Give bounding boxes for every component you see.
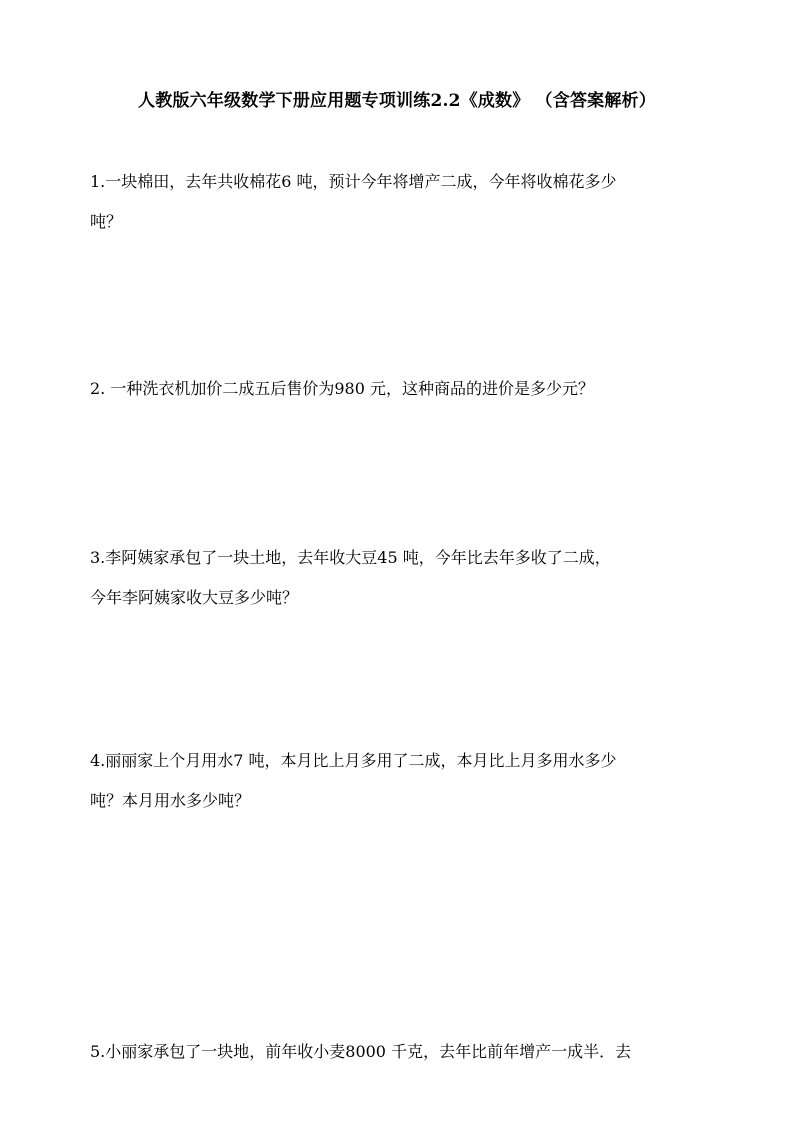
question-2-line-1: 2. 一种洗衣机加价二成五后售价为980 元，这种商品的进价是多少元？ xyxy=(90,379,594,398)
question-4 xyxy=(90,741,710,821)
question-1-line-1: 1.一块棉田，去年共收棉花6 吨，预计今年将增产二成，今年将收棉花多少 xyxy=(90,172,617,191)
question-3-line-1: 3.李阿姨家承包了一块土地，去年收大豆45 吨，今年比去年多收了二成， xyxy=(90,548,611,567)
question-3 xyxy=(90,538,710,618)
question-1 xyxy=(90,162,710,242)
question-3-line-2: 今年李阿姨家收大豆多少吨？ xyxy=(90,588,299,607)
question-5-line-1: 5.小丽家承包了一块地，前年收小麦8000 千克，去年比前年增产一成半．去 xyxy=(90,1042,632,1061)
document-title: 人教版六年级数学下册应用题专项训练2.2《成数》 （含答案解析） xyxy=(138,91,656,111)
question-4-line-2: 吨？本月用水多少吨？ xyxy=(90,791,251,810)
question-4-line-1: 4.丽丽家上个月用水7 吨，本月比上月多用了二成，本月比上月多用水多少 xyxy=(90,751,617,770)
question-1-line-2: 吨？ xyxy=(90,212,123,231)
question-5 xyxy=(90,1032,710,1072)
question-2 xyxy=(90,369,710,409)
